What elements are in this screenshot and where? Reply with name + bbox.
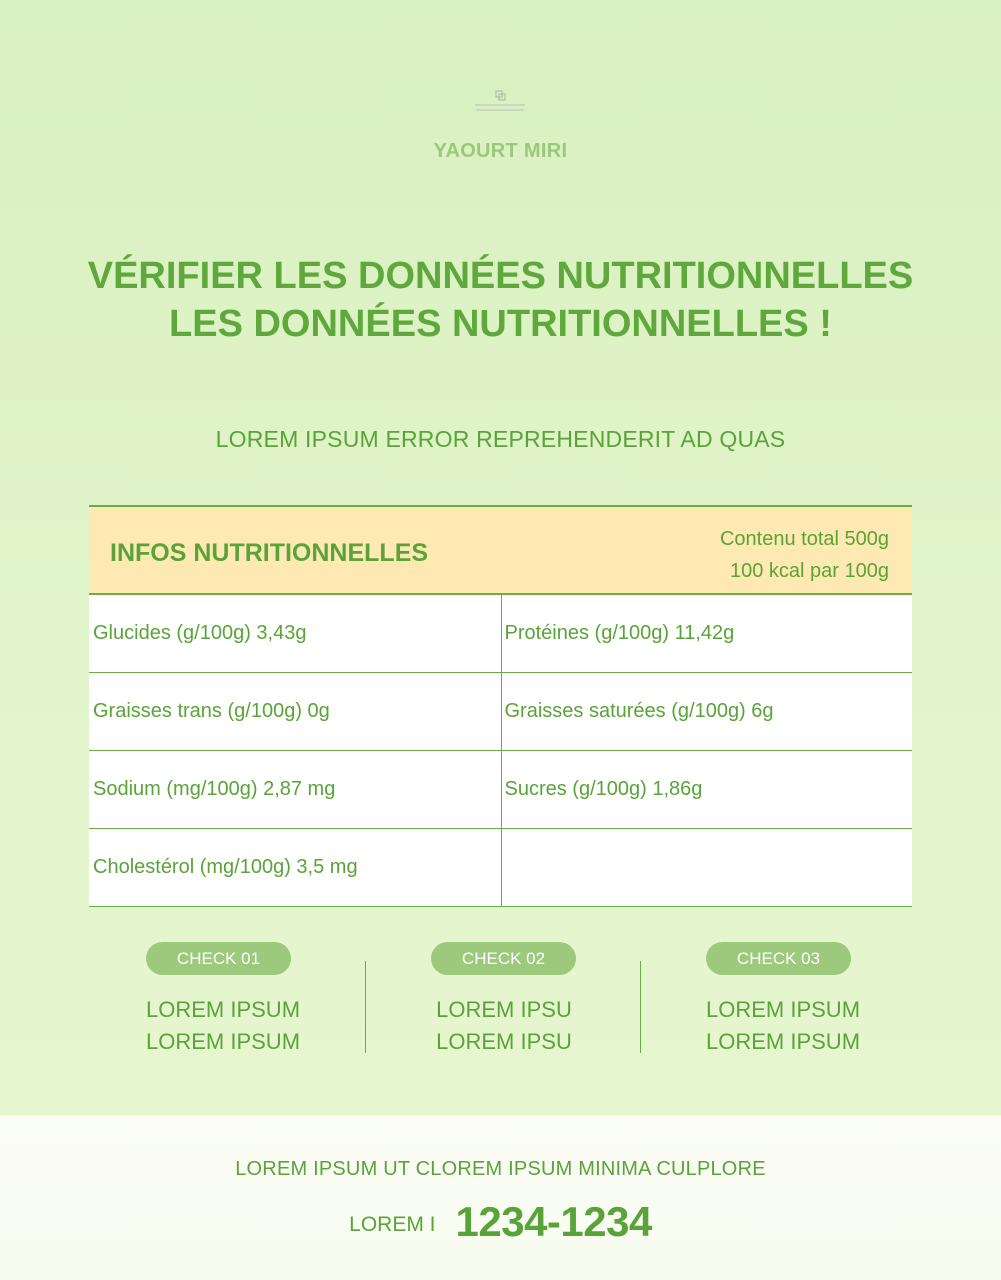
logo-text-line (475, 104, 525, 106)
table-cell: Sucres (g/100g) 1,86g (501, 751, 913, 828)
nutrition-table-meta (720, 523, 889, 587)
footer (0, 1115, 1001, 1280)
subtitle: LOREM IPSUM ERROR REPREHENDERIT AD QUAS (215, 426, 786, 452)
footer-tagline: LOREM IPSUM UT CLOREM IPSUM MINIMA CULPLORE (235, 1158, 766, 1180)
page-title (0, 252, 1001, 348)
brand-logo (470, 90, 531, 116)
check-text (706, 994, 861, 1058)
nutrition-table-header (89, 507, 912, 595)
check-badge: CHECK 03 (706, 942, 851, 975)
kcal-per-100g: 100 kcal par 100g (729, 560, 889, 582)
footer-contact (0, 1197, 1001, 1247)
page-title-line-2: LES DONNÉES NUTRITIONNELLES ! (169, 303, 832, 345)
check-text (146, 994, 301, 1058)
table-cell: Graisses trans (g/100g) 0g (93, 700, 330, 722)
logo-text-line (476, 109, 524, 111)
nutrition-table-title: INFOS NUTRITIONNELLES (110, 539, 429, 567)
table-row (89, 829, 912, 906)
brand-name: YAOURT MIRI (433, 140, 568, 162)
table-row (89, 673, 912, 751)
check-item-1 (146, 942, 301, 1058)
table-cell: Cholestérol (mg/100g) 3,5 mg (93, 856, 358, 878)
contact-label: LOREM I (349, 1213, 436, 1236)
check-text-line: LOREM IPSUM (146, 997, 301, 1022)
divider (640, 961, 641, 1053)
check-text-line: LOREM IPSU (436, 1029, 572, 1054)
page-title-line-1: VÉRIFIER LES DONNÉES NUTRITIONNELLES (87, 255, 914, 297)
table-cell: Glucides (g/100g) 3,43g (93, 622, 307, 644)
check-item-2 (431, 942, 577, 1058)
check-badge: CHECK 01 (146, 942, 291, 975)
table-cell: Graisses saturées (g/100g) 6g (501, 673, 913, 750)
divider (365, 961, 366, 1053)
table-row (89, 751, 912, 829)
table-cell: Sodium (mg/100g) 2,87 mg (93, 778, 336, 800)
nutrition-table (89, 505, 912, 907)
table-cell-empty (501, 829, 913, 906)
table-row (89, 595, 912, 673)
brand-logo-icon (495, 90, 507, 102)
check-text (431, 994, 577, 1058)
phone-number: 1234-1234 (455, 1198, 652, 1245)
check-section (0, 942, 1001, 1057)
check-text-line: LOREM IPSU (436, 997, 572, 1022)
check-text-line: LOREM IPSUM (706, 997, 861, 1022)
check-text-line: LOREM IPSUM (146, 1029, 301, 1054)
check-text-line: LOREM IPSUM (706, 1029, 861, 1054)
check-item-3 (706, 942, 861, 1058)
table-cell: Protéines (g/100g) 11,42g (501, 595, 913, 672)
total-content: Contenu total 500g (719, 528, 889, 550)
check-badge: CHECK 02 (431, 942, 576, 975)
